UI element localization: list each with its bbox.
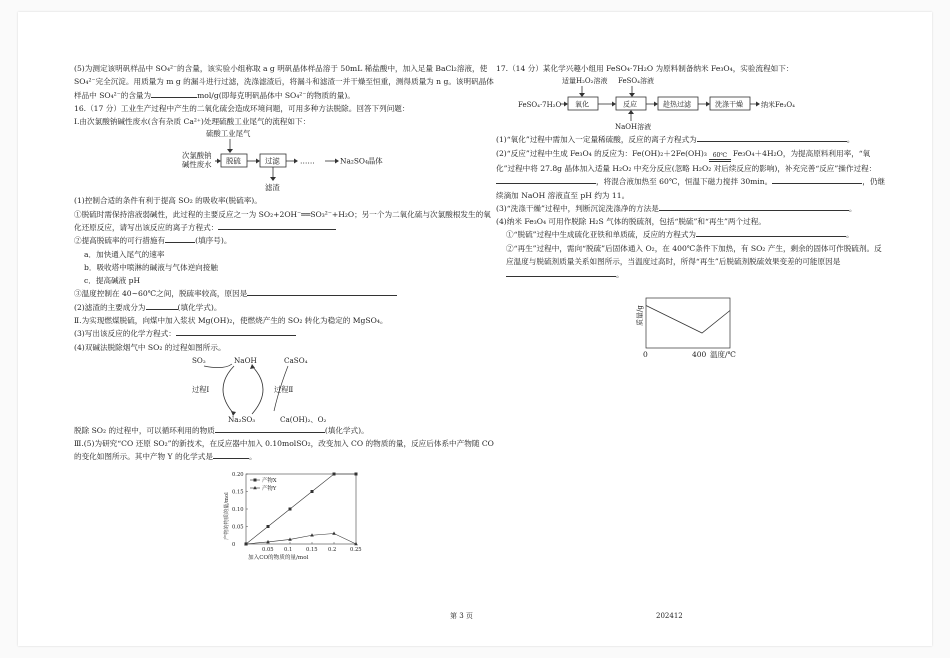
chart1-legend-marker <box>253 486 257 489</box>
right-column <box>496 62 886 362</box>
chart1-legend-marker <box>254 478 257 481</box>
chart2-x-tick-label-0: 0 <box>643 349 648 359</box>
q16-part1a-text: ①脱硫时需保持溶液弱碱性，此过程的主要反应之一为 SO₂+2OH⁻══SO₃²⁻+H₂O；另一个为二氧化硫与次氯酸根发生的氧化还原反应，请写出该反应的离子方程式： <box>74 209 491 232</box>
option-a: a．加快通入尾气的速率 <box>84 249 165 259</box>
flow1-box1-label: 脱硫 <box>226 156 241 166</box>
flow1-product: Na₂SO₄晶体 <box>340 156 383 166</box>
q16-part1a <box>74 208 494 235</box>
q16-part1: (1)控制合适的条件有利于提高 SO₂ 的吸收率(脱硫率)。 <box>74 196 262 206</box>
flow2-box4-label: 洗涤干燥 <box>715 100 743 109</box>
cycle-naoh: NaOH <box>234 355 257 365</box>
q17-part2-text-d: ，仍继续滴加 NaOH 溶液直至 pH 约为 11。 <box>496 177 886 200</box>
chart1-point-y <box>332 531 336 534</box>
chart1-x-tick-label: 0.05 <box>262 546 274 553</box>
q16-section-III-tail: 。 <box>248 452 257 462</box>
cycle-caoh2: Ca(OH)₂、O₂ <box>280 414 327 424</box>
q16-part1c-text: ③温度控制在 40~60℃之间，脱硫率较高，原因是 <box>74 289 248 299</box>
q17-part1-tail: 。 <box>846 135 855 145</box>
flow1-box2-label: 过滤 <box>265 156 280 166</box>
flow1-left-label-1: 次氯酸钠 <box>182 151 212 161</box>
chart1-y-tick-label: 0.05 <box>232 524 244 531</box>
q17-part2-text-c: ，将混合液加热至 60℃，恒温下磁力搅拌 30min。 <box>596 177 773 187</box>
answer-blank[interactable] <box>218 221 336 230</box>
chart1-x-tick-label: 0.2 <box>328 546 337 553</box>
q17-part1-text: (1)“氧化”过程中需加入一定量稀硫酸，反应的离子方程式为 <box>496 135 697 145</box>
q17-title: 17.（14 分）某化学兴趣小组用 FeSO₄·7H₂O 为原料制备纳米 Fe₃O₄，实验流程如下： <box>496 64 794 73</box>
chart1-x-tick-label: 0.25 <box>350 546 362 553</box>
flow2-box2-label: 反应 <box>623 100 637 109</box>
chart2-y-axis-label: 质量/g <box>636 304 644 326</box>
chart1-point-x <box>289 507 292 510</box>
temperature-mass-chart <box>496 282 886 362</box>
reaction-condition: 60℃ <box>712 151 728 159</box>
cycle-so2: SO₂ <box>192 355 206 365</box>
q16-part1b-tail: (填序号)。 <box>195 236 232 246</box>
q16-section-III <box>74 437 494 464</box>
chart1-series-line-1 <box>246 474 356 544</box>
flow2-box3-label: 趁热过滤 <box>663 100 691 109</box>
flow2-top1: 适量H₂O₂溶液 <box>562 77 608 86</box>
q16-part1b-text: ②提高脱硫率的可行措施有 <box>74 236 166 246</box>
flow2-box1-label: 氧化 <box>575 100 589 109</box>
chart1-point-x <box>333 472 336 475</box>
flow-diagram-2 <box>496 75 886 133</box>
answer-blank[interactable] <box>506 268 616 277</box>
q17-part4a-tail: 。 <box>846 230 854 240</box>
chart1-point-x <box>355 472 358 475</box>
q17-part3 <box>496 202 886 215</box>
q17-part4b-text: ②“再生”过程中，需向“脱硫”后固体通入 O₂，在 400℃条件下加热，有 SO₂ 产生，剩余的固体可作脱硫剂。反应温度与脱硫剂质量关系如图所示，当温度过高时，所得“再生”后脱硫剂脱硫效果变差的可能原因是 <box>506 243 882 267</box>
answer-blank[interactable] <box>697 133 847 142</box>
flow-diagram-1-svg <box>74 128 494 194</box>
flow-diagram-1 <box>74 128 494 194</box>
left-column <box>74 62 494 560</box>
chart1-legend-label: 产物X <box>262 477 277 484</box>
co-product-chart-svg <box>74 464 494 560</box>
answer-blank[interactable] <box>696 228 846 237</box>
cycle-diagram-svg <box>74 354 494 424</box>
chart1-frame <box>246 474 356 544</box>
answer-blank[interactable] <box>213 450 249 459</box>
chart1-y-tick-label: 0.20 <box>232 471 244 478</box>
chart2-x-tick-label-400: 400 <box>692 349 707 359</box>
flow2-top2: FeSO₄溶液 <box>618 77 654 86</box>
flow1-left-label-2: 碱性废水 <box>182 160 212 170</box>
chart2-x-axis-label: 温度/℃ <box>710 349 736 359</box>
flow1-bottom-label: 滤渣 <box>265 183 280 193</box>
chart1-series-line-2 <box>246 533 356 544</box>
answer-blank[interactable] <box>496 175 596 184</box>
flow1-dots: …… <box>300 156 315 166</box>
q17-part4: (4)纳米 Fe₃O₄ 可用作脱除 H₂S 气体的脱硫剂，包括“脱硫”和“再生”两个过程。 <box>496 217 766 227</box>
q16-part1b <box>74 234 494 247</box>
q16-part3 <box>74 327 494 340</box>
answer-blank[interactable] <box>165 234 195 243</box>
q16-part4-tail: (填化学式)。 <box>324 425 369 435</box>
cycle-diagram <box>74 354 494 424</box>
q16-section-I: Ⅰ.由次氯酸钠碱性废水(含有杂质 Ca²⁺)处理硫酸工业尾气的流程如下： <box>74 117 311 127</box>
chart1-point-x <box>267 525 270 528</box>
chart1-x-tick-label: 0.15 <box>306 546 318 553</box>
q17-part2 <box>496 147 886 202</box>
co-product-chart <box>74 464 494 560</box>
q16-part3-text: (3)写出该反应的化学方程式： <box>74 329 176 339</box>
q16-title: 16.（17 分）工业生产过程中产生的二氧化硫会造成环境问题，可用多种方法脱除。回答下列问题： <box>74 103 410 113</box>
chart1-x-tick-label: 0.1 <box>284 546 293 553</box>
q17-part4a <box>496 228 886 241</box>
q15-part5 <box>74 62 494 102</box>
q15-part5-tail: mol/g(即每克明矾晶体中 SO₄²⁻的物质的量)。 <box>197 90 355 100</box>
reaction-equals <box>709 159 731 163</box>
cycle-process2: 过程Ⅱ <box>274 384 294 394</box>
q16-part2-tail: (填化学式)。 <box>177 302 222 312</box>
answer-blank[interactable] <box>146 301 178 310</box>
q17-part2-text-a: (2)“反应”过程中生成 Fe₃O₄ 的反应为：Fe(OH)₂＋2Fe(OH)₃ <box>496 148 707 158</box>
option-c: c．提高碱液 pH <box>84 276 141 286</box>
flow2-product: 纳米Fe₃O₄ <box>761 101 795 110</box>
q16-part2 <box>74 301 494 314</box>
q16-part2-text: (2)滤渣的主要成分为 <box>74 302 146 312</box>
chart1-y-axis-label: 产物的物质的量/mol <box>224 491 230 540</box>
answer-blank[interactable] <box>772 175 862 184</box>
q16-part4-text: 脱除 SO₂ 的过程中，可以循环利用的物质 <box>74 425 215 435</box>
exam-page <box>18 12 932 646</box>
chart1-point-x <box>311 490 314 493</box>
answer-blank[interactable] <box>247 287 397 296</box>
q17-part4a-text: ①“脱硫”过程中生成硫化亚铁和单质硫，反应的方程式为 <box>506 230 697 240</box>
flow2-bottom: NaOH溶液 <box>615 123 652 132</box>
q17-part3-tail: 。 <box>848 203 857 213</box>
chart1-y-tick-label: 0.10 <box>232 506 244 513</box>
chart1-legend-label: 产物Y <box>262 485 277 492</box>
exam-code: 202412 <box>656 612 683 620</box>
cycle-caso4: CaSO₄ <box>284 355 308 365</box>
q17-part4b <box>496 242 886 282</box>
cycle-na2so3: Na₂SO₃ <box>228 414 256 424</box>
q17-part3-text: (3)“洗涤干燥”过程中，判断沉淀洗涤净的方法是 <box>496 203 659 213</box>
option-b: b．吸收塔中喷淋的碱液与气体逆向接触 <box>84 262 218 272</box>
answer-blank[interactable] <box>151 89 197 98</box>
flow2-start: FeSO₄·7H₂O <box>518 101 562 110</box>
q16-part4-answer <box>74 424 494 437</box>
temperature-mass-chart-svg <box>496 282 886 362</box>
q15-part5-text: (5)为测定该明矾样品中 SO₄²⁻的含量，该实验小组称取 a g 明矾晶体样品溶于 50mL 稀盐酸中，加入足量 BaCl₂溶液，使 SO₄²⁻完全沉淀。用质量为 m g 的漏斗进行过滤，洗涤滤渣后，将漏斗和滤渣一并干燥至恒重，测得质量为 n g。该明矾晶体样品中 SO₄²⁻的含量为 <box>74 64 494 100</box>
answer-blank[interactable] <box>659 202 849 211</box>
q16-part1c <box>74 287 494 300</box>
q16-section-II: Ⅱ.为实现燃煤脱硫，向煤中加入浆状 Mg(OH)₂，使燃烧产生的 SO₂ 转化为稳定的 MgSO₄。 <box>74 315 388 325</box>
q17-part1 <box>496 133 886 146</box>
cycle-process1: 过程Ⅰ <box>192 384 210 394</box>
q17-part2-text-b: Fe₃O₄＋4H₂O，为提高原料利用率，“氧化”过程中将 27.8g 晶体加入适量 H₂O₂ 中充分反应(忽略 H₂O₂ 对后续反应的影响)，补充完善“反应”操作过程： <box>496 148 877 174</box>
chart2-series-line <box>646 305 730 333</box>
chart2-frame <box>646 298 730 348</box>
flow1-top-label: 硫酸工业尾气 <box>206 129 251 139</box>
chart1-y-tick-label: 0.15 <box>232 489 244 496</box>
q16-part4: (4)双碱法脱除烟气中 SO₂ 的过程如图所示。 <box>74 342 226 352</box>
answer-blank[interactable] <box>215 424 325 433</box>
reaction-arrow <box>709 153 731 163</box>
q16-section-III-text: Ⅲ.(5)为研究“CO 还原 SO₂”的新技术，在反应器中加入 0.10molSO₂，改变加入 CO 的物质的量，反应后体系中产物随 CO 的变化如图所示。其中产物 Y 的化学式是 <box>74 439 494 462</box>
answer-blank[interactable] <box>176 327 296 336</box>
page-number: 第 3 页 <box>450 612 473 620</box>
chart1-x-axis-label: 加入CO的物质的量/mol <box>248 554 309 560</box>
flow-diagram-2-svg <box>496 75 886 133</box>
q17-part4b-tail: 。 <box>616 270 624 280</box>
chart1-y-tick-label: 0 <box>232 541 236 548</box>
